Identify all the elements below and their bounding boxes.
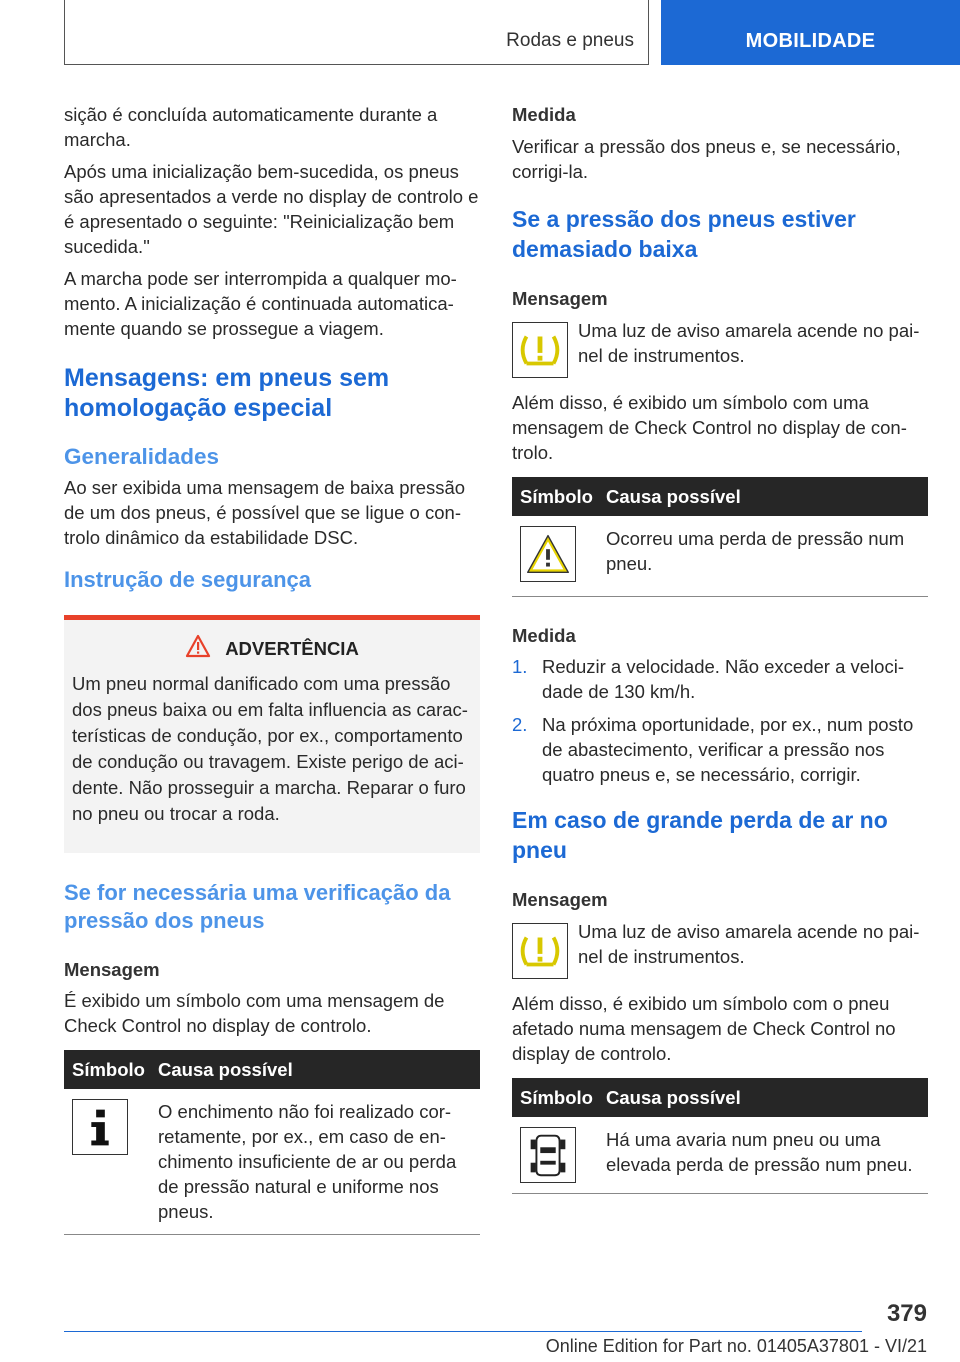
heading-general: Generalidades	[64, 444, 220, 469]
heading-safety: Instrução de segurança	[64, 567, 311, 592]
message-row	[512, 318, 928, 378]
table-cell-cause: Há uma avaria num pneu ou uma elevada perda de pressão num pneu.	[606, 1129, 913, 1175]
tab-mobilidade[interactable]	[661, 0, 960, 65]
heading-low-pressure: Se a pressão dos pneus estiver demasiado baixa	[512, 206, 856, 262]
warning-triangle-icon	[185, 634, 211, 663]
left-column	[64, 102, 480, 1235]
paragraph: Verificar a pressão dos pneus e, se necessário, corrigi-la.	[512, 136, 901, 182]
label-message: Mensagem	[512, 889, 608, 910]
column-header-cause: Causa possível	[606, 485, 741, 507]
table-header	[64, 1050, 480, 1089]
info-icon	[72, 1099, 128, 1155]
symbol-table	[64, 1050, 480, 1235]
warning-title-text: ADVERTÊNCIA	[225, 637, 359, 659]
column-header-cause: Causa possível	[158, 1058, 293, 1080]
car-tire-damage-icon	[520, 1127, 576, 1183]
label-measure: Medida	[512, 625, 576, 646]
table-row	[512, 516, 928, 597]
warning-text: Um pneu normal danificado com uma pressão dos pneus baixa ou em falta influencia as características de condução, por ex., comportamento de condução ou travagem. Existe perigo de acidente. Não prosseguir a marcha. Reparar o furo no pneu ou trocar a roda.	[72, 673, 468, 824]
tire-pressure-warning-icon	[512, 923, 568, 979]
label-message: Mensagem	[64, 959, 160, 980]
list-item	[512, 712, 928, 787]
right-column	[512, 102, 928, 1194]
paragraph: Além disso, é exibido um símbolo com o pneu afetado numa mensagem de Check Control no display de controlo.	[512, 993, 896, 1064]
label-message: Mensagem	[512, 288, 608, 309]
tab-label: MOBILIDADE	[745, 30, 876, 52]
heading-messages: Mensagens: em pneus sem homologação especial	[64, 364, 390, 422]
paragraph: Além disso, é exibido um símbolo com uma mensagem de Check Control no display de controlo.	[512, 392, 907, 463]
step-number: 2.	[512, 714, 528, 735]
section-title: Rodas e pneus	[506, 30, 634, 51]
table-row	[512, 1117, 928, 1194]
list-item	[512, 654, 928, 704]
table-header	[512, 1078, 928, 1117]
warning-title	[72, 634, 472, 663]
message-text: Uma luz de aviso amarela acende no painel de instrumentos.	[578, 320, 920, 366]
label-measure: Medida	[512, 104, 576, 125]
tire-pressure-warning-icon	[512, 322, 568, 378]
table-cell-cause: O enchimento não foi realizado corretamente, por ex., em caso de enchimento insuficiente de ar ou perda de pressão natural e uniforme nos pneus.	[158, 1101, 457, 1222]
message-row	[512, 919, 928, 979]
page-number: 379	[886, 1300, 927, 1327]
header-section-box	[64, 0, 649, 65]
heading-check: Se for necessária uma verificação da pressão dos pneus	[64, 880, 451, 933]
table-header	[512, 477, 928, 516]
paragraph: Após uma inicialização bem-sucedida, os pneus são apresentados a verde no display de controlo e é apresentado o seguinte: "Reinicialização bem sucedida."	[64, 161, 479, 257]
symbol-table	[512, 477, 928, 597]
table-row	[64, 1089, 480, 1235]
paragraph: É exibido um símbolo com uma mensagem de Check Control no display de controlo.	[64, 990, 445, 1036]
column-header-symbol: Símbolo	[520, 1086, 593, 1108]
paragraph: Ao ser exibida uma mensagem de baixa pressão de um dos pneus, é possível que se ligue o controlo dinâmico da estabilidade DSC.	[64, 477, 466, 548]
table-cell-cause: Ocorreu uma perda de pressão num pneu.	[606, 528, 905, 574]
heading-big-loss: Em caso de grande perda de ar no pneu	[512, 807, 888, 863]
warning-box	[64, 615, 480, 853]
footer-edition: Online Edition for Part no. 01405A37801 - VI/21	[545, 1336, 927, 1356]
symbol-table	[512, 1078, 928, 1194]
column-header-symbol: Símbolo	[72, 1058, 145, 1080]
column-header-symbol: Símbolo	[520, 485, 593, 507]
step-text: Na próxima oportunidade, por ex., num posto de abastecimento, verificar a pressão nos quatro pneus e, se necessário, corrigir.	[542, 714, 914, 785]
paragraph: sição é concluída automaticamente durante a marcha.	[64, 104, 438, 150]
step-number: 1.	[512, 656, 528, 677]
warning-triangle-icon	[520, 526, 576, 582]
paragraph: A marcha pode ser interrompida a qualquer momento. A inicialização é continuada automaticamente quando se prossegue a viagem.	[64, 268, 457, 339]
step-text: Reduzir a velocidade. Não exceder a velocidade de 130 km/h.	[542, 656, 904, 702]
column-header-cause: Causa possível	[606, 1086, 741, 1108]
message-text: Uma luz de aviso amarela acende no painel de instrumentos.	[578, 921, 920, 967]
steps-list	[512, 654, 928, 787]
footer-divider	[64, 1331, 862, 1332]
